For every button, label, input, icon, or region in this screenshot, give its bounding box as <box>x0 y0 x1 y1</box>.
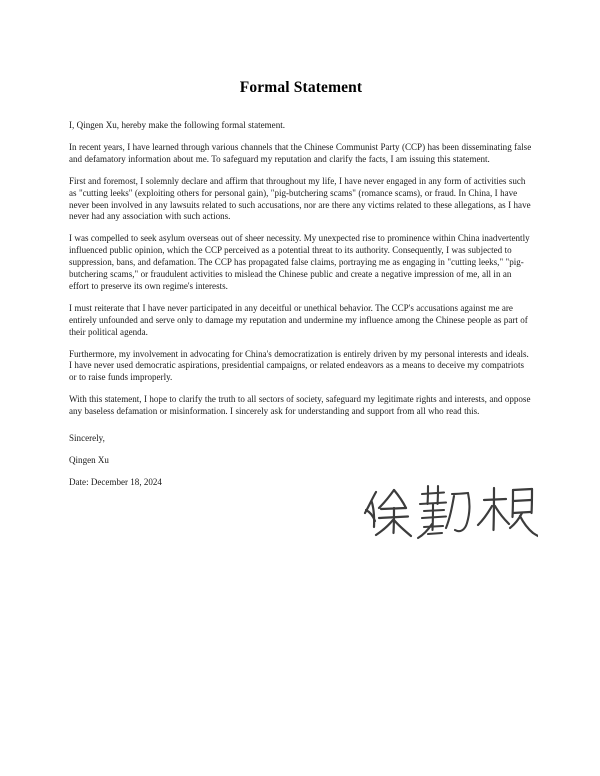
paragraph-5: I must reiterate that I have never participated in any deceitful or unethical behavior. The CCP's accusations against me are entirely unfounded and serve only to damage my reputation and undermine my influence among the Chinese people as part of their political agenda. <box>69 302 528 337</box>
handwritten-signature <box>358 480 538 550</box>
date-line: Date: December 18, 2024 <box>69 477 162 488</box>
signer-name: Qingen Xu <box>69 455 109 466</box>
paragraph-1: I, Qingen Xu, hereby make the following formal statement. <box>69 120 286 130</box>
closing-salutation: Sincerely, <box>69 433 105 443</box>
paragraph-3: First and foremost, I solemnly declare and affirm that throughout my life, I have never engaged in any form of activities such as "cutting leeks" (exploiting others for personal gain), "pig-butchering scams" (romance scams), or fraud. In China, I have never been involved in any lawsuits related to such accusations, nor are there any victims related to these allegations, as I have never had any association with such actions. <box>69 175 531 222</box>
paragraph-4: I was compelled to seek asylum overseas out of sheer necessity. My unexpected rise to prominence within China inadvertently influenced public opinion, which the CCP perceived as a potential threat to its authority. Consequently, I was subjected to suppression, bans, and defamation. The CCP has propagated false claims, portraying me as engaging in "cutting leeks," "pig-butchering scams," or fraudulent activities to mislead the Chinese public and create a negative impression of me, all in an effort to preserve its own regime's interests. <box>69 233 530 291</box>
page-title: Formal Statement <box>239 79 363 96</box>
document-body <box>69 0 533 489</box>
paragraph-7: With this statement, I hope to clarify the truth to all sectors of society, safeguard my legitimate rights and interests, and oppose any baseless defamation or misinformation. I sincerely ask for understanding and support from all who read this. <box>69 394 531 417</box>
paragraph-2: In recent years, I have learned through various channels that the Chinese Communist Party (CCP) has been disseminating false and defamatory information about me. To safeguard my reputation and clarify the facts, I am issuing this statement. <box>69 142 532 164</box>
paragraph-6: Furthermore, my involvement in advocating for China's democratization is entirely driven by my personal interests and ideals. I have never used democratic aspirations, presidential campaigns, or related endeavors as a means to deceive my compatriots or to raise funds improperly. <box>69 348 529 383</box>
